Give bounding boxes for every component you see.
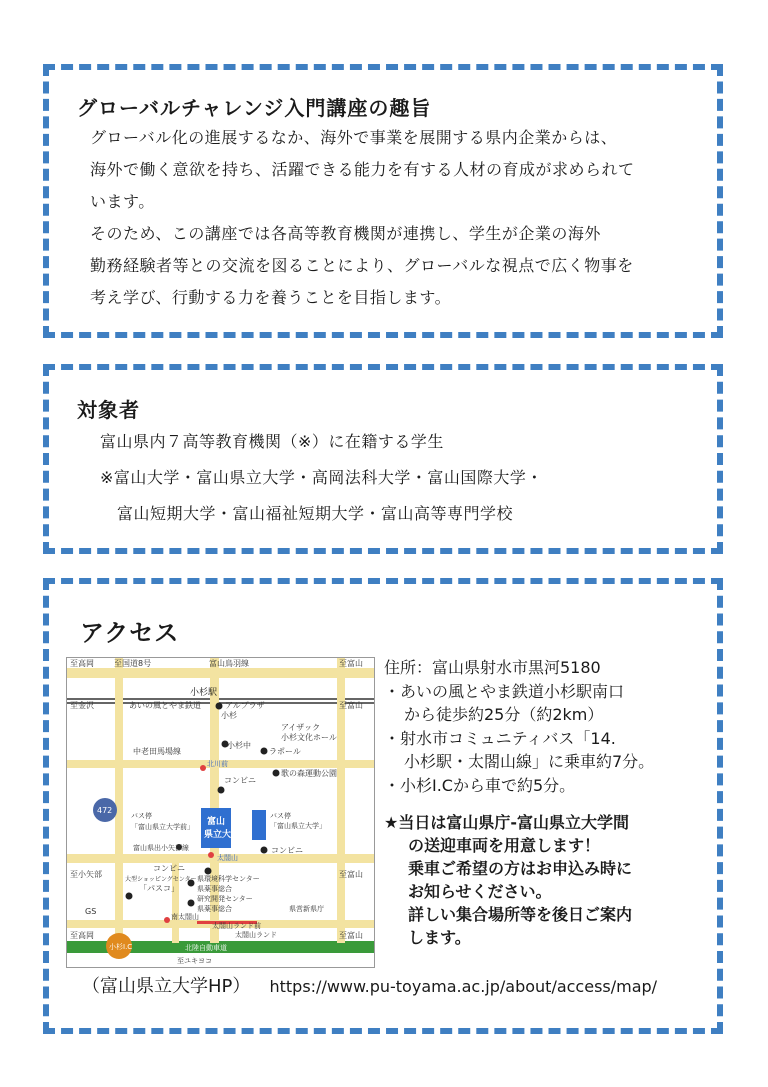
access-map	[66, 657, 375, 968]
note-line: ★当日は富山県庁-富山県立大学間	[384, 813, 629, 832]
map-label: 富山鳥羽線	[209, 659, 249, 668]
map-landmark-dot	[261, 748, 268, 755]
map-route-number: 472	[97, 806, 113, 815]
map-label: 県薬事総合	[197, 905, 232, 913]
map-landmark-dot	[218, 787, 225, 794]
source-label: （富山県立大学HP）	[82, 976, 251, 997]
access-item: から徒歩約25分（約2km）	[404, 705, 604, 724]
purpose-line: 考え学び、行動する力を養うことを目指します。	[90, 288, 452, 307]
map-busstop-dot	[200, 765, 206, 771]
map-label: バス停	[270, 812, 291, 820]
note-line: お知らせください。	[408, 882, 552, 901]
purpose-line: います。	[90, 192, 155, 211]
purpose-line: グローバル化の進展するなか、海外で事業を展開する県内企業からは、	[90, 128, 618, 147]
map-label: 「富山県立大学前」	[131, 823, 194, 831]
map-label: 歌の森運動公園	[281, 769, 337, 778]
map-station-label: 小杉駅	[190, 688, 218, 698]
map-railway-inner	[67, 700, 374, 702]
source	[82, 972, 657, 998]
map-busstop-dot	[164, 917, 170, 923]
access-item: ・小杉I.Cから車で約5分。	[384, 775, 576, 795]
note-line: 乗車ご希望の方はお申込み時に	[408, 859, 633, 878]
map-label: 小杉	[221, 711, 237, 720]
map-label: 「富山県立大学」	[270, 822, 326, 830]
map-label: 至富山	[339, 659, 363, 668]
map-road	[172, 863, 179, 943]
target-main: 富山県内７高等教育機関（※）に在籍する学生	[100, 432, 444, 451]
map-university-label: 県立大学	[204, 830, 241, 840]
purpose-text	[90, 122, 710, 314]
map-road	[67, 668, 374, 678]
map-label: 大型ショッピングセンター	[125, 876, 197, 883]
map-label: ラポール	[269, 747, 301, 756]
map-label: 太閤山ランド	[235, 931, 277, 939]
note-line: の送迎車両を用意します！	[408, 836, 601, 855]
map-label: 県営新県庁	[289, 905, 324, 913]
map-label: 至高岡	[70, 659, 94, 668]
access-item: 小杉駅・太閤山線」に乗車約7分。	[404, 752, 655, 771]
access-item: ・射水市コミュニティバス「14.	[384, 728, 616, 748]
target-list-line2: 富山短期大学・富山福祉短期大学・富山高等専門学校	[117, 504, 514, 523]
map-label: 至金沢	[70, 701, 94, 710]
map-label: 至富山	[339, 931, 363, 940]
map-road	[115, 658, 123, 943]
map-university	[201, 808, 231, 848]
target-text	[100, 424, 700, 532]
purpose-line: そのため、この講座では各高等教育機関が連携し、学生が企業の海外	[90, 224, 601, 243]
map-label: コンビニ	[224, 776, 256, 785]
map-label: アイザック	[281, 723, 321, 732]
target-list-line1: ※富山大学・富山県立大学・高岡法科大学・富山国際大学・	[100, 468, 543, 487]
map-label: 富山県出小矢部線	[133, 844, 189, 852]
map-label: 南太閤山	[171, 913, 199, 921]
map-landmark-dot	[205, 868, 212, 875]
map-landmark-dot	[188, 900, 195, 907]
map-university-label: 富山	[207, 817, 226, 827]
map-label: 太閤山ランド前	[212, 922, 261, 930]
map-label: 北陸自動車道	[185, 944, 227, 952]
map-landmark-dot	[261, 847, 268, 854]
map-label: 至国道8号	[114, 659, 152, 668]
map-label: GS	[85, 907, 97, 916]
note-line: します。	[408, 928, 471, 947]
map-label: 北川前	[207, 760, 228, 768]
map-label: コンビニ	[271, 846, 303, 855]
map-label: 至富山	[339, 701, 363, 710]
map-landmark-dot	[126, 893, 133, 900]
map-label: 県環境科学センター	[197, 875, 260, 883]
map-ic-label: 小杉I.C	[109, 943, 133, 951]
map-label: 至小矢部	[70, 870, 102, 879]
map-label: 小杉文化ホール	[281, 733, 337, 742]
access-info	[384, 656, 724, 949]
map-label: 研究開発センター	[197, 895, 253, 903]
map-label: 県薬事総合	[197, 885, 232, 893]
map-label: 中老田馬場線	[133, 747, 181, 756]
note-line: 詳しい集合場所等を後日ご案内	[408, 905, 633, 924]
map-label: アルプラザ	[225, 701, 265, 710]
map-label: あいの風とやま鉄道	[129, 701, 201, 710]
map-label: 小杉中	[227, 741, 251, 750]
map-label: 太閤山	[217, 854, 238, 862]
map-landmark-dot	[273, 770, 280, 777]
map-landmark-dot	[216, 703, 223, 710]
map-busstop-dot	[208, 852, 214, 858]
shuttle-note	[384, 811, 724, 949]
purpose-line: 海外で働く意欲を持ち、活躍できる能力を有する人材の育成が求められて	[90, 160, 635, 179]
map-label: 至ユキヨコ	[177, 957, 212, 965]
target-heading: 対象者	[77, 398, 140, 422]
map-label: 「パスコ」	[139, 884, 179, 893]
map-label: 至高岡	[70, 931, 94, 940]
map-label: バス停	[131, 812, 152, 820]
map-svg	[67, 658, 374, 967]
access-heading: アクセス	[80, 619, 180, 647]
map-label: コンビニ	[153, 864, 185, 873]
source-url[interactable]: https://www.pu-toyama.ac.jp/about/access/map/	[269, 977, 658, 996]
access-address: 住所：富山県射水市黒河5180	[384, 658, 601, 677]
access-item: ・あいの風とやま鉄道小杉駅南口	[384, 681, 625, 701]
purpose-heading: グローバルチャレンジ入門講座の趣旨	[77, 96, 432, 120]
map-label: 至富山	[339, 870, 363, 879]
purpose-line: 勤務経験者等との交流を図ることにより、グローバルな視点で広く物事を	[90, 256, 634, 275]
map-university-annex	[252, 810, 266, 840]
